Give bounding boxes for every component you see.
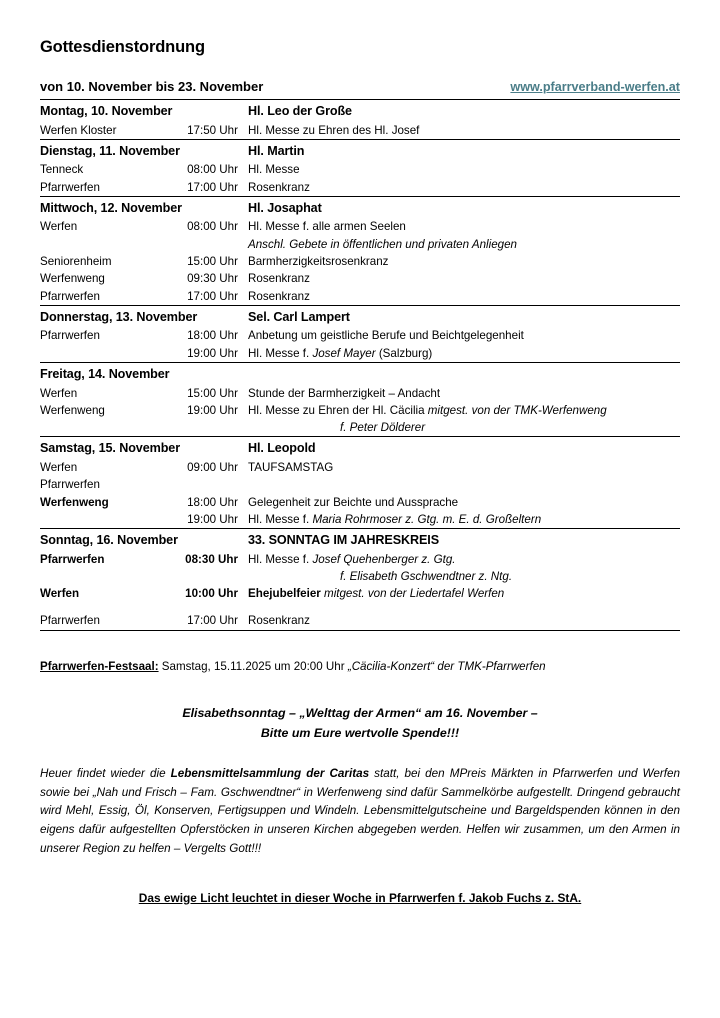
- day-feast: [248, 363, 680, 385]
- service-description: [248, 459, 680, 476]
- desc-italic: mitgest. von der Liedertafel Werfen: [320, 587, 505, 601]
- service-row: [40, 385, 680, 402]
- desc-italic: Josef Mayer: [312, 346, 376, 360]
- elisabeth-line-1: Elisabethsonntag – „Welttag der Armen“ am 16. November –: [182, 705, 538, 720]
- service-row: [40, 419, 680, 437]
- service-description: [248, 161, 680, 178]
- notice-elisabeth: [40, 703, 680, 743]
- ewiges-licht-text: Das ewige Licht leuchtet in dieser Woche in Pfarrwerfen f. Jakob Fuchs z. StA.: [138, 890, 582, 905]
- day-date: Montag, 10. November: [40, 100, 248, 122]
- service-place: Pfarrwerfen: [40, 552, 105, 566]
- service-description: [248, 253, 680, 270]
- service-row: [40, 288, 680, 306]
- day-date: Donnerstag, 13. November: [40, 305, 248, 327]
- day-header-row: [40, 529, 680, 551]
- day-date: Mittwoch, 12. November: [40, 196, 248, 218]
- festsaal-label: Pfarrwerfen-Festsaal:: [40, 659, 159, 673]
- day-date: Dienstag, 11. November: [40, 139, 248, 161]
- service-place: Pfarrwerfen: [40, 613, 100, 627]
- day-feast: Sel. Carl Lampert: [248, 305, 680, 327]
- service-description: [248, 270, 680, 287]
- service-description: [248, 419, 680, 437]
- festsaal-text: Samstag, 15.11.2025 um 20:00 Uhr: [158, 659, 348, 673]
- service-row: [40, 236, 680, 253]
- service-row: [40, 612, 680, 629]
- service-place: [40, 568, 160, 585]
- desc-italic: f. Elisabeth Gschwendtner z. Ntg.: [340, 569, 513, 583]
- service-description: [248, 494, 680, 511]
- service-place: Werfenweng: [40, 272, 105, 286]
- service-time: 08:30 Uhr: [185, 552, 238, 566]
- day-header-row: [40, 363, 680, 385]
- service-time: 08:00 Uhr: [187, 220, 238, 234]
- service-place: Werfen: [40, 587, 80, 601]
- desc-italic: Anschl. Gebete in öffentlichen und privaten Anliegen: [248, 237, 517, 251]
- desc-plain: Hl. Messe: [248, 163, 300, 177]
- service-row: [40, 161, 680, 178]
- date-range-header: [40, 79, 680, 95]
- service-description: [248, 511, 680, 529]
- service-description: [248, 476, 680, 493]
- desc-prefix: Hl. Messe f.: [248, 512, 313, 526]
- festsaal-concert: „Cäcilia-Konzert“ der TMK-Pfarrwerfen: [347, 659, 546, 673]
- service-time: 09:30 Uhr: [187, 272, 238, 286]
- service-place: Tenneck: [40, 163, 84, 177]
- desc-italic: mitgest. von der TMK-Werfenweng: [427, 403, 607, 417]
- day-feast: Hl. Leopold: [248, 437, 680, 459]
- service-row: [40, 122, 680, 140]
- service-description: [248, 612, 680, 629]
- desc-bold: Ehejubelfeier: [248, 587, 321, 601]
- service-row: [40, 494, 680, 511]
- desc-italic: Maria Rohrmoser z. Gtg. m. E. d. Großeltern: [312, 512, 542, 526]
- service-row: [40, 270, 680, 287]
- service-time: 17:00 Uhr: [187, 180, 238, 194]
- day-header-row: [40, 100, 680, 122]
- service-place: [40, 236, 160, 253]
- day-header-row: [40, 437, 680, 459]
- service-time: 09:00 Uhr: [187, 460, 238, 474]
- service-row: [40, 585, 680, 602]
- service-place: Werfen Kloster: [40, 123, 117, 137]
- service-description: [248, 236, 680, 253]
- service-description: [248, 551, 680, 568]
- desc-plain: Rosenkranz: [248, 289, 310, 303]
- service-row: [40, 327, 680, 344]
- desc-prefix: Hl. Messe zu Ehren der Hl. Cäcilia: [248, 403, 428, 417]
- service-row: [40, 459, 680, 476]
- desc-italic: f. Peter Dölderer: [340, 421, 426, 435]
- date-range-label: von 10. November bis 23. November: [40, 78, 264, 94]
- desc-suffix: (Salzburg): [375, 346, 433, 360]
- service-time: 18:00 Uhr: [187, 329, 238, 343]
- desc-prefix: Hl. Messe f.: [248, 552, 313, 566]
- service-row: [40, 551, 680, 568]
- service-row: [40, 218, 680, 235]
- service-place: Werfenweng: [40, 495, 109, 509]
- service-time: [160, 236, 248, 253]
- service-place: Pfarrwerfen: [40, 289, 100, 303]
- day-date: Samstag, 15. November: [40, 437, 248, 459]
- service-time: 17:00 Uhr: [187, 289, 238, 303]
- service-time: 18:00 Uhr: [187, 495, 238, 509]
- notice-caritas: [40, 765, 680, 859]
- service-time: 08:00 Uhr: [187, 163, 238, 177]
- service-row: [40, 402, 680, 419]
- day-feast: Hl. Josaphat: [248, 196, 680, 218]
- desc-italic: Josef Quehenberger z. Gtg.: [312, 552, 456, 566]
- service-time: 17:50 Uhr: [187, 123, 238, 137]
- day-header-row: [40, 196, 680, 218]
- notice-festsaal: [40, 659, 680, 675]
- day-date: Sonntag, 16. November: [40, 529, 248, 551]
- caritas-highlight: Lebensmittelsammlung der Caritas: [170, 766, 370, 780]
- desc-plain: Rosenkranz: [248, 613, 310, 627]
- desc-plain: Stunde der Barmherzigkeit – Andacht: [248, 386, 441, 400]
- caritas-text-part-2: statt, bei den MPreis Märkten in Pfarrwerfen und Werfen sowie bei „Nah und Frisch – Fam. Gschwendtner“ in Werfenweng sind dafür Sammelkörbe aufgestellt. Dringend gebraucht wird Mehl, Essig, Öl, Konserven, Fertigsuppen und Windeln. Lebensmittelgutscheine und Bargeldspenden können in den eigens dafür aufgestellten Opferstöcken in unseren Kirchen abgegeben werden. Helfen wir zusammen, um den Armen in unserer Region zu helfen – Vergelts Gott!!!: [40, 766, 680, 855]
- service-place: [40, 345, 160, 363]
- schedule-bottom-rule: [40, 630, 680, 631]
- service-time: 15:00 Uhr: [187, 386, 238, 400]
- service-time: [160, 476, 248, 493]
- service-place: Werfenweng: [40, 403, 105, 417]
- service-time: 19:00 Uhr: [187, 346, 238, 360]
- service-time: 15:00 Uhr: [187, 255, 238, 269]
- service-description: [248, 402, 680, 419]
- desc-plain: TAUFSAMSTAG: [248, 460, 334, 474]
- service-place: Pfarrwerfen: [40, 180, 100, 194]
- service-time: 17:00 Uhr: [187, 613, 238, 627]
- service-time: [160, 419, 248, 437]
- desc-plain: Rosenkranz: [248, 272, 310, 286]
- service-row: [40, 345, 680, 363]
- day-header-row: [40, 139, 680, 161]
- service-place: Seniorenheim: [40, 255, 112, 269]
- service-description: [248, 385, 680, 402]
- day-date: Freitag, 14. November: [40, 363, 248, 385]
- service-description: [248, 122, 680, 140]
- service-row: [40, 476, 680, 493]
- entry-spacer: [40, 603, 680, 612]
- service-description: [248, 288, 680, 306]
- desc-plain: Hl. Messe f. alle armen Seelen: [248, 220, 406, 234]
- desc-plain: Rosenkranz: [248, 180, 310, 194]
- service-place: Werfen: [40, 386, 78, 400]
- schedule-table: [40, 99, 680, 629]
- service-description: [248, 568, 680, 585]
- caritas-text-part-1: Heuer findet wieder die: [40, 766, 171, 780]
- service-description: [248, 327, 680, 344]
- service-place: Pfarrwerfen: [40, 478, 100, 492]
- desc-plain: Hl. Messe zu Ehren des Hl. Josef: [248, 123, 420, 137]
- service-row: [40, 568, 680, 585]
- desc-plain: Barmherzigkeitsrosenkranz: [248, 255, 389, 269]
- service-time: 19:00 Uhr: [187, 403, 238, 417]
- service-row: [40, 253, 680, 270]
- service-time: 19:00 Uhr: [187, 512, 238, 526]
- entry-spacer-cell: [40, 603, 680, 612]
- desc-prefix: Hl. Messe f.: [248, 346, 313, 360]
- service-description: [248, 179, 680, 197]
- service-description: [248, 218, 680, 235]
- service-description: [248, 585, 680, 602]
- day-feast: Hl. Leo der Große: [248, 100, 680, 122]
- service-time: [160, 568, 248, 585]
- page-title: Gottesdienstordnung: [40, 38, 205, 56]
- day-feast: Hl. Martin: [248, 139, 680, 161]
- desc-plain: Anbetung um geistliche Berufe und Beichtgelegenheit: [248, 329, 524, 343]
- day-feast: 33. SONNTAG IM JAHRESKREIS: [248, 529, 680, 551]
- notice-ewiges-licht: [40, 891, 680, 905]
- service-place: Werfen: [40, 460, 78, 474]
- service-place: [40, 419, 160, 437]
- schedule-body: [40, 100, 680, 629]
- website-link[interactable]: www.pfarrverband-werfen.at: [510, 79, 680, 94]
- service-row: [40, 511, 680, 529]
- desc-plain: Gelegenheit zur Beichte und Aussprache: [248, 495, 459, 509]
- service-place: Werfen: [40, 220, 78, 234]
- service-row: [40, 179, 680, 197]
- service-description: [248, 345, 680, 363]
- elisabeth-line-2: Bitte um Eure wertvolle Spende!!!: [260, 725, 460, 740]
- service-place: [40, 511, 160, 529]
- service-time: 10:00 Uhr: [185, 587, 238, 601]
- day-header-row: [40, 305, 680, 327]
- service-place: Pfarrwerfen: [40, 329, 100, 343]
